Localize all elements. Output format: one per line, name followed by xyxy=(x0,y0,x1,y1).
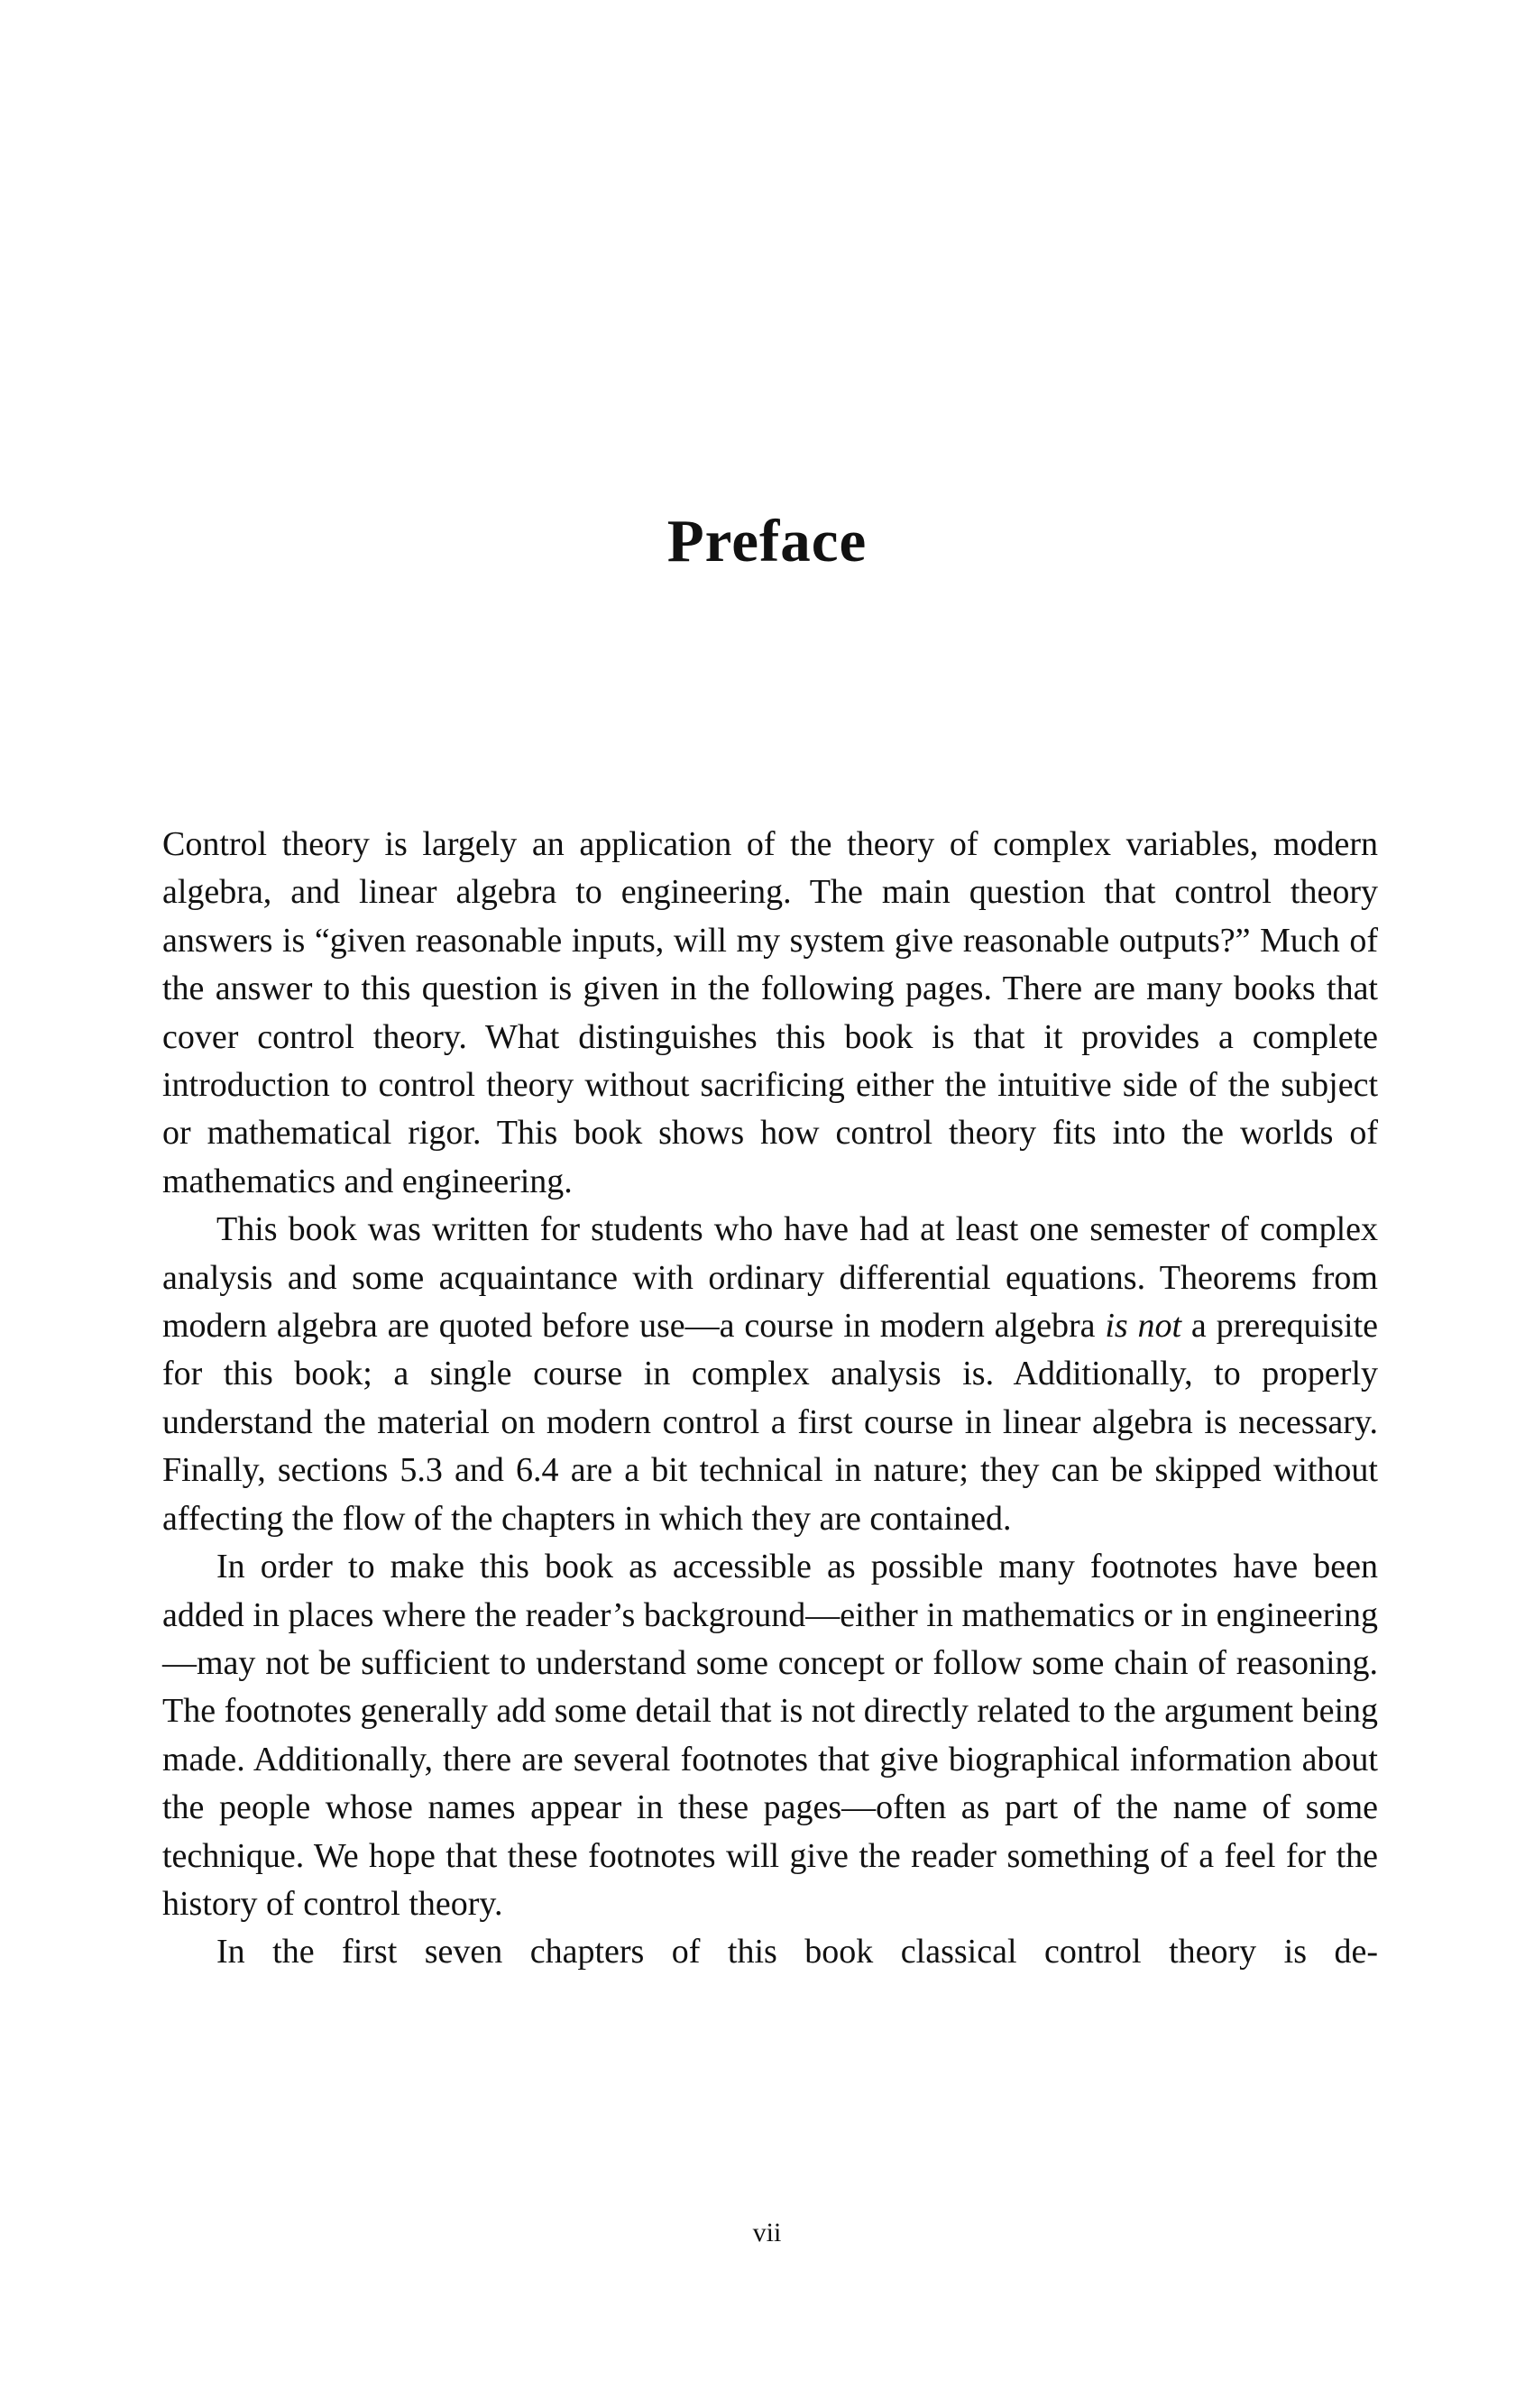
paragraph-2-text-a: This book was written for students who have had at least one semester of complex analysis and some acquaintance with ordinary differential equations. Theorems from modern algebra are quoted before use—a course in modern algebra xyxy=(162,1210,1378,1346)
paragraph-2-emphasis: is not xyxy=(1105,1307,1182,1346)
page-title: Preface xyxy=(666,508,868,574)
page-number: vii xyxy=(752,2218,782,2247)
paragraph-2-text-b: a prerequisite for this book; a single course in complex analysis is. Additionally, to properly understand the material on modern control a first course in linear algebra is necessary. Finally, sections 5.3 and 6.4 are a bit technical in nature; they can be skipped without affecting the flow of the chapters in which they are contained. xyxy=(162,1307,1378,1538)
paragraph-3: In order to make this book as accessible as possible many footnotes have been added in places where the reader’s background—either in mathematics or in engineering—may not be sufficient to understand some concept or follow some chain of reasoning. The footnotes generally add some detail that is not directly related to the argument being made. Additionally, there are several footnotes that give biographical information about the people whose names appear in these pages—often as part of the name of some technique. We hope that these footnotes will give the reader something of a feel for the history of control theory. xyxy=(162,1548,1378,1923)
preface-body xyxy=(162,821,1378,1977)
paragraph-4: In the first seven chapters of this book classical control theory is de- xyxy=(216,1933,1378,1971)
paragraph-2 xyxy=(162,1206,1378,1543)
paragraph-1: Control theory is largely an application of the theory of complex variables, modern algebra, and linear algebra to engineering. The main question that control theory answers is “given reasonable inputs, will my system give reasonable outputs?” Much of the answer to this question is given in the following pages. There are many books that cover control theory. What distinguishes this book is that it provides a complete introduction to control theory without sacrificing either the intuitive side of the subject or mathematical rigor. This book shows how control theory fits into the worlds of mathematics and engineering. xyxy=(162,825,1378,1200)
